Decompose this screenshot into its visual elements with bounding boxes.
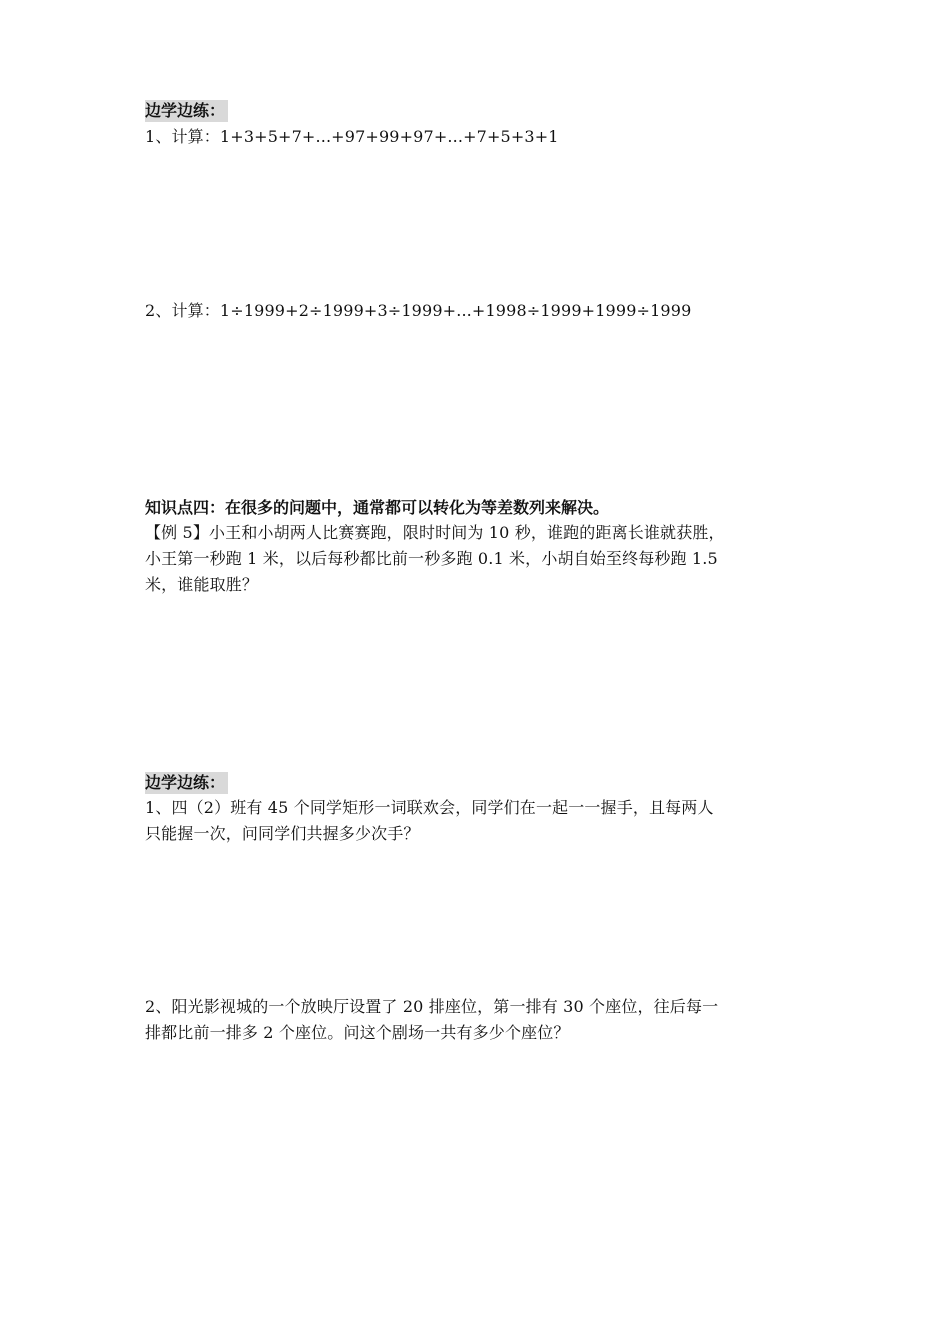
exercise-2-1-line-1: 1、四（2）班有 45 个同学矩形一词联欢会，同学们在一起一一握手，且每两人: [145, 798, 714, 817]
exercise-2-1-line-2: 只能握一次，问同学们共握多少次手？: [145, 824, 420, 843]
practice-heading-1: [145, 100, 228, 122]
exercise-1-2: 2、计算：1÷1999+2÷1999+3÷1999+...+1998÷1999+1999÷1999: [145, 301, 692, 320]
example-5-line-2: 小王第一秒跑 1 米，以后每秒都比前一秒多跑 0.1 米，小胡自始至终每秒跑 1.5: [145, 549, 718, 568]
exercise-2-2-line-1: 2、阳光影视城的一个放映厅设置了 20 排座位，第一排有 30 个座位，往后每一: [145, 997, 719, 1016]
exercise-1-1: 1、计算：1+3+5+7+...+97+99+97+...+7+5+3+1: [145, 127, 559, 146]
practice-tag: 边学边练：: [145, 100, 228, 122]
practice-heading-2: [145, 772, 228, 794]
knowledge-point-heading: 知识点四：在很多的问题中，通常都可以转化为等差数列来解决。: [145, 498, 610, 517]
example-5-line-1: 【例 5】小王和小胡两人比赛赛跑，限时时间为 10 秒，谁跑的距离长谁就获胜，: [145, 523, 725, 542]
exercise-2-2-line-2: 排都比前一排多 2 个座位。问这个剧场一共有多少个座位？: [145, 1023, 570, 1042]
example-5-line-3: 米，谁能取胜？: [145, 575, 259, 594]
practice-tag: 边学边练：: [145, 772, 228, 794]
